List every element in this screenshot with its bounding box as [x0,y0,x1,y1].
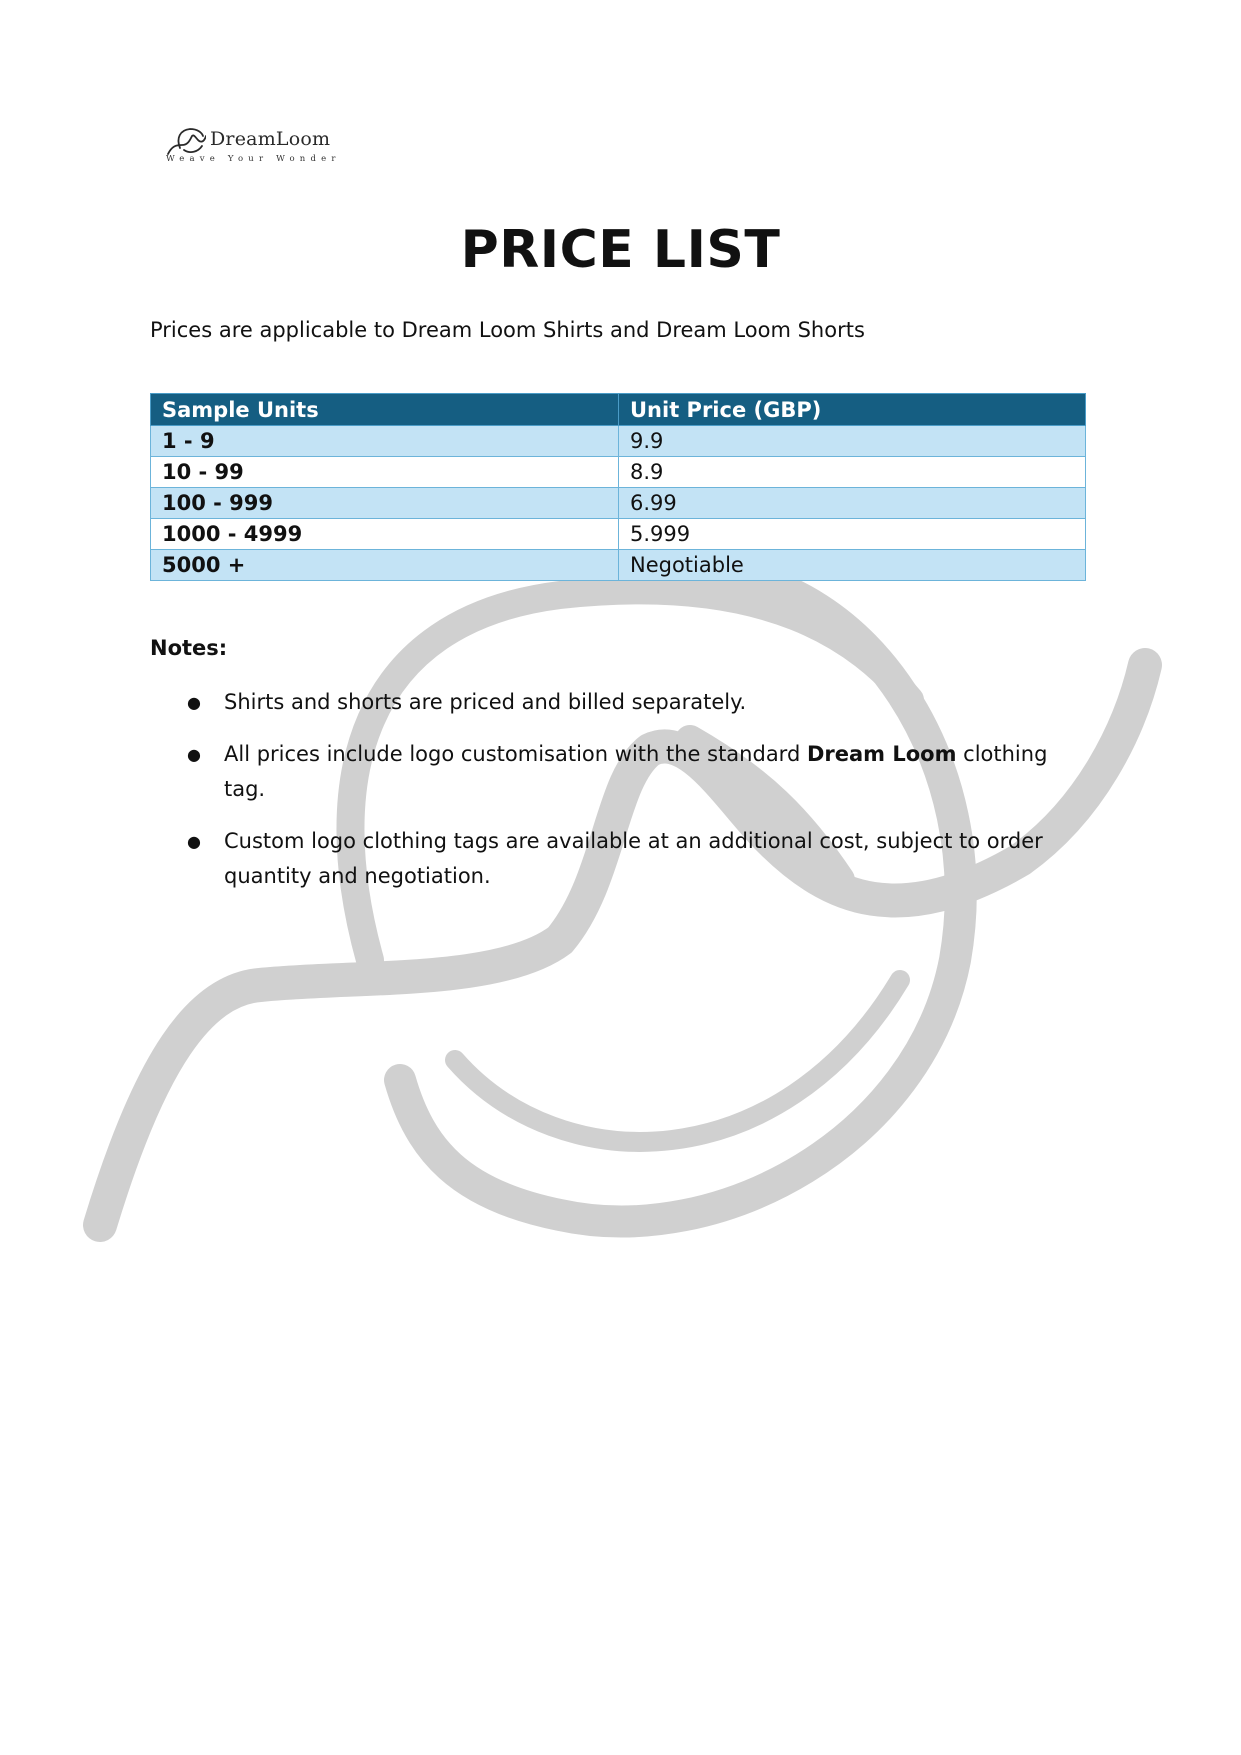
table-row [151,550,1086,581]
table-row [151,426,1086,457]
note-text-continued: clothing tag. [224,742,1048,801]
sample-units-cell: 1 - 9 [151,426,619,457]
unit-price-cell: 5.999 [619,519,1086,550]
bullet-icon: ● [187,832,201,851]
sample-units-cell: 10 - 99 [151,457,619,488]
list-item [150,824,1070,894]
logo-tagline: Weave Your Wonder [166,154,341,164]
notes-heading: Notes: [150,636,228,660]
unit-price-cell: 9.9 [619,426,1086,457]
sample-units-cell: 5000 + [151,550,619,581]
list-item [150,685,1070,720]
table-row [151,457,1086,488]
column-header-sample-units: Sample Units [151,394,619,426]
sample-units-cell: 100 - 999 [151,488,619,519]
sample-units-cell: 1000 - 4999 [151,519,619,550]
bullet-icon: ● [187,745,201,764]
column-header-unit-price: Unit Price (GBP) [619,394,1086,426]
brand-name-emphasis: Dream Loom [806,742,957,766]
note-text: Shirts and shorts are priced and billed separately. [224,690,747,714]
list-item [150,737,1070,807]
unit-price-cell: 8.9 [619,457,1086,488]
table-header-row [151,394,1086,426]
note-text: Custom logo clothing tags are available at an additional cost, subject to order quantity and negotiation. [224,829,1043,888]
logo-wordmark: DreamLoom [210,128,331,150]
bullet-icon: ● [187,693,201,712]
dreamloom-logo [166,122,341,166]
unit-price-cell: 6.99 [619,488,1086,519]
notes-list [150,685,1070,911]
table-row [151,488,1086,519]
page-title: PRICE LIST [460,220,781,280]
dreamloom-swirl-icon [166,124,206,156]
table-row [151,519,1086,550]
price-table [150,393,1086,581]
note-text: All prices include logo customisation with the standard [224,742,807,766]
intro-text: Prices are applicable to Dream Loom Shirts and Dream Loom Shorts [150,318,865,342]
unit-price-cell: Negotiable [619,550,1086,581]
